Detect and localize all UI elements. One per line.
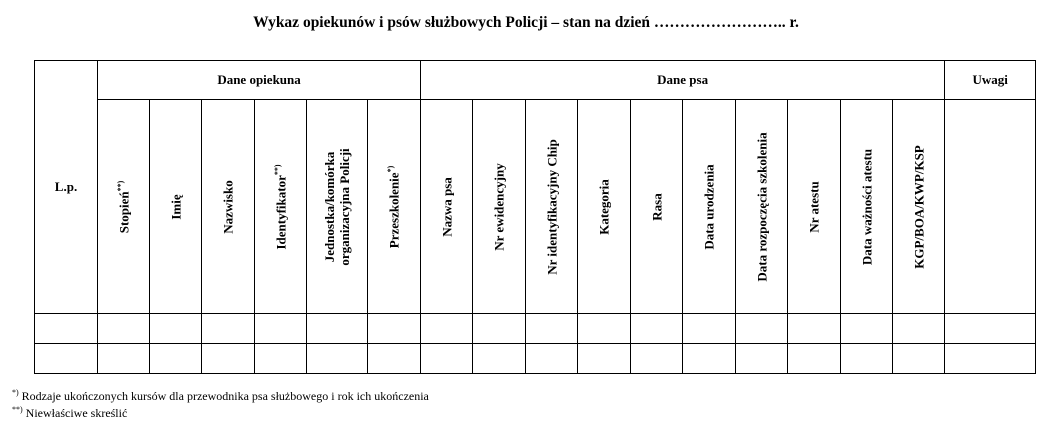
cell[interactable] — [307, 344, 368, 374]
cell[interactable] — [526, 314, 578, 344]
header-certificate-number: Nr atestu — [788, 100, 841, 314]
header-chip-id: Nr identyfikacyjny Chip — [526, 100, 578, 314]
handler-group-header: Dane opiekuna — [98, 61, 421, 100]
cell[interactable] — [473, 314, 526, 344]
cell-remarks[interactable] — [945, 344, 1036, 374]
footnotes — [12, 386, 429, 420]
header-breed: Rasa — [631, 100, 683, 314]
header-training: Przeszkolenie*) — [368, 100, 421, 314]
cell[interactable] — [421, 344, 473, 374]
footnote-strike-out: **) Niewłaściwe skreślić — [12, 405, 128, 420]
header-category: Kategoria — [578, 100, 631, 314]
header-identifier: Identyfikator**) — [255, 100, 307, 314]
header-registration-number: Nr ewidencyjny — [473, 100, 526, 314]
cell[interactable] — [150, 344, 202, 374]
footnote-training: *) Rodzaje ukończonych kursów dla przewodnika psa służbowego i rok ich ukończenia — [12, 388, 429, 403]
header-first-name: Imię — [150, 100, 202, 314]
cell[interactable] — [736, 314, 788, 344]
cell[interactable] — [255, 314, 307, 344]
cell[interactable] — [307, 314, 368, 344]
cell[interactable] — [788, 314, 841, 344]
cell[interactable] — [631, 344, 683, 374]
dog-handler-table — [34, 60, 1036, 374]
cell[interactable] — [841, 314, 893, 344]
cell-lp[interactable] — [35, 314, 98, 344]
cell[interactable] — [98, 344, 150, 374]
cell[interactable] — [578, 344, 631, 374]
cell[interactable] — [202, 344, 255, 374]
cell[interactable] — [578, 314, 631, 344]
header-training-start-date: Data rozpoczęcia szkolenia — [736, 100, 788, 314]
header-dog-name: Nazwa psa — [421, 100, 473, 314]
cell[interactable] — [893, 344, 945, 374]
cell-remarks[interactable] — [945, 314, 1036, 344]
column-header-row — [35, 100, 1036, 314]
cell[interactable] — [893, 314, 945, 344]
cell-lp[interactable] — [35, 344, 98, 374]
header-rank: Stopień**) — [98, 100, 150, 314]
cell[interactable] — [368, 314, 421, 344]
cell[interactable] — [683, 344, 736, 374]
remarks-header: Uwagi — [945, 61, 1036, 100]
group-header-row — [35, 61, 1036, 100]
header-police-unit: Jednostka/komórka organizacyjna Policji — [307, 100, 368, 314]
lp-header: L.p. — [35, 61, 98, 314]
cell[interactable] — [368, 344, 421, 374]
header-unit-code: KGP/BOA/KWP/KSP — [893, 100, 945, 314]
cell[interactable] — [683, 314, 736, 344]
dog-group-header: Dane psa — [421, 61, 945, 100]
cell[interactable] — [202, 314, 255, 344]
table-row — [35, 314, 1036, 344]
cell[interactable] — [421, 314, 473, 344]
page-title: Wykaz opiekunów i psów służbowych Policji – stan na dzień …………………….. r. — [253, 14, 799, 31]
table-row — [35, 344, 1036, 374]
cell[interactable] — [473, 344, 526, 374]
cell[interactable] — [736, 344, 788, 374]
cell[interactable] — [631, 314, 683, 344]
remarks-subheader — [945, 100, 1036, 314]
cell[interactable] — [526, 344, 578, 374]
header-last-name: Nazwisko — [202, 100, 255, 314]
header-birth-date: Data urodzenia — [683, 100, 736, 314]
cell[interactable] — [788, 344, 841, 374]
cell[interactable] — [98, 314, 150, 344]
header-certificate-expiry: Data ważności atestu — [841, 100, 893, 314]
cell[interactable] — [255, 344, 307, 374]
cell[interactable] — [841, 344, 893, 374]
cell[interactable] — [150, 314, 202, 344]
